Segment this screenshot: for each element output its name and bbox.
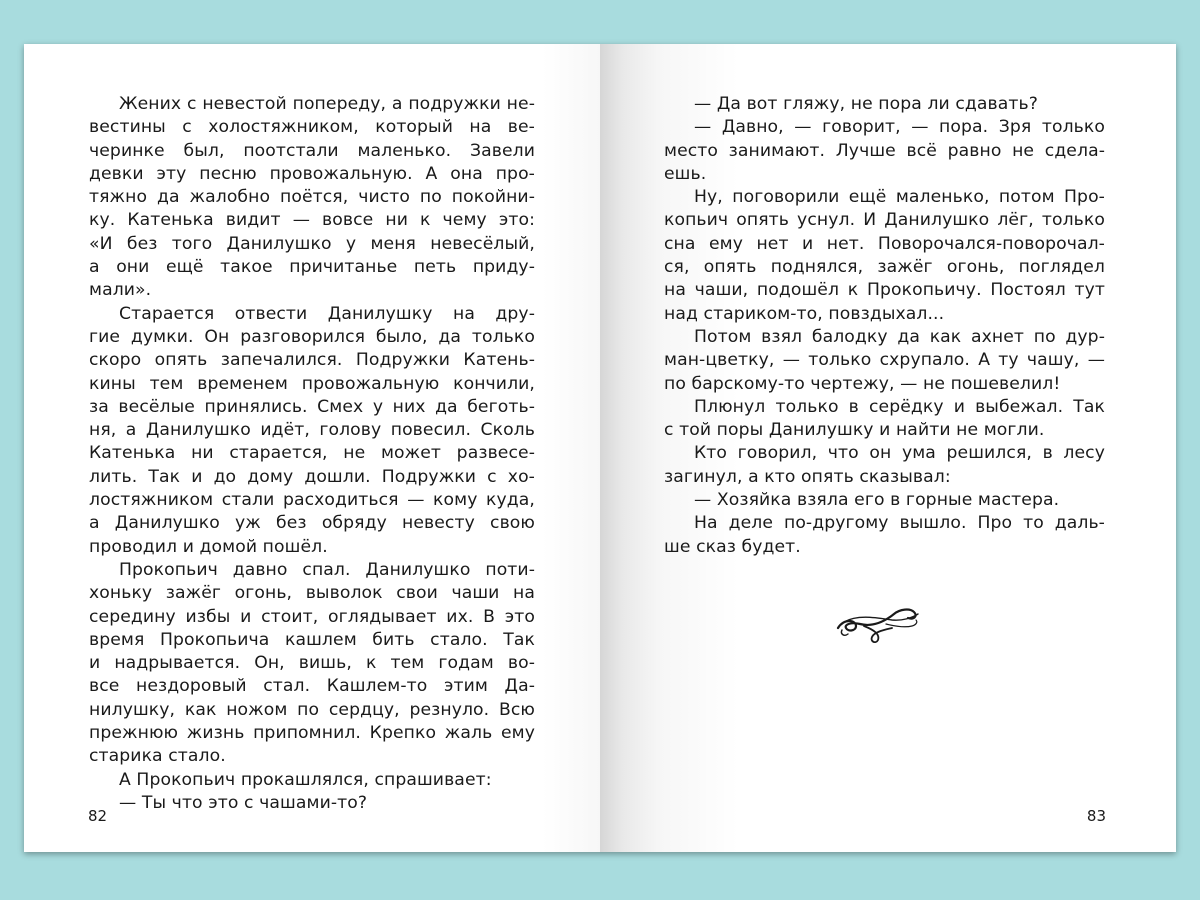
text-line: — Да вот гляжу, не пора ли сдавать? — [694, 94, 1038, 114]
text-line: а Данилушко уж без обряду невесту свою — [89, 513, 535, 534]
text-line: а они ещё такое причитанье петь приду- — [89, 257, 535, 278]
text-line: ся, опять поднялся, зажёг огонь, поглядел — [664, 257, 1105, 278]
text-line: ше сказ будет. — [664, 536, 801, 557]
right-page-text — [664, 93, 1105, 559]
text-line: нилушку, как ножом по сердцу, резнуло. Всю — [89, 699, 535, 720]
text-line: сна ему нет и нет. Поворочался-поворочал- — [664, 233, 1105, 254]
text-line: ман-цветку, — только схрупало. А ту чашу, — — [664, 350, 1105, 371]
text-line: прежнюю жизнь припомнил. Крепко жаль ему — [89, 723, 535, 744]
text-line: На деле по-другому вышло. Про то даль- — [694, 513, 1105, 534]
text-line: на чаши, подошёл к Прокопьичу. Постоял тут — [664, 280, 1105, 301]
text-line: Жених с невестой попереду, а подружки не- — [119, 94, 535, 114]
text-line: проводил и домой пошёл. — [89, 536, 328, 557]
text-line: с той поры Данилушку и найти не могли. — [664, 420, 1045, 441]
text-line: — Ты что это с чашами-то? — [119, 792, 368, 813]
left-page-number: 82 — [88, 807, 108, 825]
left-page — [24, 44, 600, 852]
text-line: — Давно, — говорит, — пора. Зря только — [694, 117, 1105, 138]
text-line: мали». — [89, 280, 152, 301]
right-page-number: 83 — [1086, 807, 1106, 825]
text-line: кины тем временем провожальную кончили, — [89, 373, 535, 394]
book-spread — [24, 44, 1176, 852]
text-line: Ну, поговорили ещё маленько, потом Про- — [694, 187, 1105, 208]
text-line: загинул, а кто опять сказывал: — [664, 466, 951, 487]
text-line: место занимают. Лучше всё равно не сдела- — [664, 140, 1105, 161]
text-line: ешь. — [664, 163, 707, 184]
text-line: «И без того Данилушко у меня невесёлый, — [89, 233, 535, 254]
text-line: Прокопьич давно спал. Данилушко поти- — [119, 559, 535, 580]
text-line: все нездоровый стал. Кашлем-то этим Да- — [89, 676, 535, 697]
text-line: ня, а Данилушко идёт, голову повесил. Сколь — [89, 420, 535, 441]
text-line: лостяжником стали расходиться — кому куда, — [89, 490, 535, 511]
text-line: — Хозяйка взяла его в горные мастера. — [694, 490, 1060, 511]
text-line: тяжно да жалобно поётся, чисто по покойни- — [89, 187, 535, 208]
text-line: Плюнул только в серёдку и выбежал. Так — [694, 396, 1105, 417]
text-line: лить. Так и до дому дошли. Подружки с хо- — [89, 466, 535, 487]
text-line: середину избы и стоит, оглядывает их. В это — [89, 606, 535, 627]
text-line: хоньку зажёг огонь, выволок свои чаши на — [89, 583, 535, 604]
text-line: и надрывается. Он, вишь, к тем годам во- — [89, 653, 535, 674]
text-line: Потом взял балодку да как ахнет по дур- — [694, 326, 1105, 347]
text-line: по барскому-то чертежу, — не пошевелил! — [664, 373, 1061, 394]
text-line: девки эту песню провожальную. А она про- — [89, 163, 535, 184]
text-line: скоро опять запечалился. Подружки Катень- — [89, 350, 535, 371]
text-line: Старается отвести Данилушку на дру- — [119, 303, 535, 324]
text-line: Катенька ни старается, не может развесе- — [89, 443, 535, 464]
flourish-ornament-icon — [834, 604, 922, 644]
text-line: Кто говорил, что он ума решился, в лесу — [694, 443, 1105, 464]
left-page-text — [89, 93, 535, 815]
right-page — [600, 44, 1176, 852]
text-line: вестины с холостяжником, который на ве- — [89, 117, 535, 138]
text-line: копьич опять уснул. И Данилушко лёг, только — [664, 210, 1105, 231]
text-line: старика стало. — [89, 746, 226, 767]
text-line: ку. Катенька видит — вовсе ни к чему это: — [89, 210, 535, 231]
text-line: над стариком-то, повздыхал... — [664, 303, 945, 324]
text-line: за весёлые принялись. Смех у них да беготь- — [89, 396, 535, 417]
text-line: время Прокопьича кашлем бить стало. Так — [89, 629, 535, 650]
text-line: гие думки. Он разговорился было, да только — [89, 326, 535, 347]
text-line: черинке был, поотстали маленько. Завели — [89, 140, 535, 161]
text-line: А Прокопьич прокашлялся, спрашивает: — [119, 769, 492, 790]
